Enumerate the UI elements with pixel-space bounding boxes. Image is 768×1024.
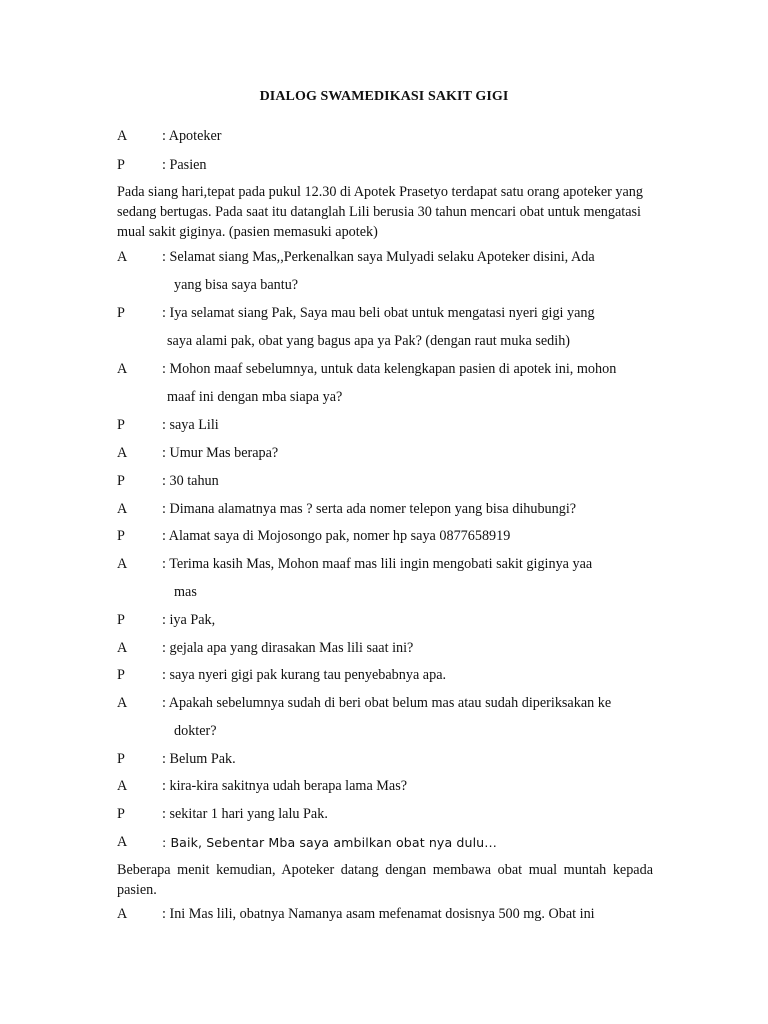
dialog-line: : Selamat siang Mas,,Perkenalkan saya Mulyadi selaku Apoteker disini, Ada: [162, 249, 595, 265]
dialog-speaker: P: [117, 417, 125, 433]
intro-paragraph: Pada siang hari,tepat pada pukul 12.30 di Apotek Prasetyo terdapat satu orang apoteker yang sedang bertugas. Pada saat itu datanglah Lili berusia 30 tahun mencari obat untuk mengatasi mual sakit giginya. (pasien memasuki apotek): [117, 184, 643, 240]
dialog-speaker: A: [117, 445, 128, 461]
dialog-line: : saya nyeri gigi pak kurang tau penyebabnya apa.: [162, 667, 447, 683]
dialog-line: : Baik, Sebentar Mba saya ambilkan obat nya dulu…: [162, 835, 497, 850]
dialog-line: : Ini Mas lili, obatnya Namanya asam mefenamat dosisnya 500 mg. Obat ini: [162, 906, 595, 922]
dialog-speaker: P: [117, 667, 125, 683]
dialog-line-continued: yang bisa saya bantu?: [174, 277, 299, 293]
dialog-speaker: A: [117, 361, 128, 377]
dialog-line: : Dimana alamatnya mas ? serta ada nomer telepon yang bisa dihubungi?: [162, 501, 577, 517]
dialog-speaker: P: [117, 806, 125, 822]
dialog-line: : Mohon maaf sebelumnya, untuk data kelengkapan pasien di apotek ini, mohon: [162, 361, 617, 377]
dialog-speaker: A: [117, 695, 128, 711]
dialog-speaker: A: [117, 778, 128, 794]
page-title: DIALOG SWAMEDIKASI SAKIT GIGI: [259, 89, 509, 104]
dialog-line: : gejala apa yang dirasakan Mas lili saat ini?: [162, 640, 414, 656]
dialog-speaker: P: [117, 528, 125, 544]
dialog-line: : Umur Mas berapa?: [162, 445, 279, 461]
dialog-line: : Belum Pak.: [162, 751, 236, 767]
dialog-line: : Iya selamat siang Pak, Saya mau beli obat untuk mengatasi nyeri gigi yang: [162, 305, 595, 321]
dialog-speaker: P: [117, 473, 125, 489]
dialog-speaker: P: [117, 612, 125, 628]
dialog-line: : kira-kira sakitnya udah berapa lama Mas?: [162, 778, 408, 794]
dialog-line-continued: maaf ini dengan mba siapa ya?: [167, 389, 343, 405]
dialog-line: : saya Lili: [162, 417, 219, 433]
dialog-speaker: P: [117, 751, 125, 767]
dialog-line: : iya Pak,: [162, 612, 216, 628]
dialog-speaker: A: [117, 906, 128, 922]
dialog-speaker: A: [117, 501, 128, 517]
dialog-line: : Terima kasih Mas, Mohon maaf mas lili ingin mengobati sakit giginya yaa: [162, 556, 593, 572]
dialog-speaker: A: [117, 556, 128, 572]
narration-paragraph: Beberapa menit kemudian, Apoteker datang dengan membawa obat mual muntah kepada pasien.: [117, 862, 653, 898]
dialog-line: : Alamat saya di Mojosongo pak, nomer hp saya 0877658919: [162, 528, 511, 544]
dialog-line: : Apakah sebelumnya sudah di beri obat belum mas atau sudah diperiksakan ke: [162, 695, 612, 711]
legend-label-pasien: : Pasien: [162, 157, 207, 173]
legend-code-pasien: P: [117, 157, 125, 173]
dialog-speaker: A: [117, 834, 128, 850]
dialog-speaker: A: [117, 640, 128, 656]
dialog-line: : sekitar 1 hari yang lalu Pak.: [162, 806, 328, 822]
legend-label-apoteker: : Apoteker: [162, 128, 222, 144]
dialog-speaker: P: [117, 305, 125, 321]
dialog-line: : 30 tahun: [162, 473, 219, 489]
dialog-speaker: A: [117, 249, 128, 265]
dialog-line-continued: dokter?: [174, 723, 217, 739]
legend-code-apoteker: A: [117, 128, 128, 144]
dialog-line-continued: saya alami pak, obat yang bagus apa ya Pak? (dengan raut muka sedih): [167, 333, 571, 349]
dialog-line-continued: mas: [174, 584, 197, 600]
